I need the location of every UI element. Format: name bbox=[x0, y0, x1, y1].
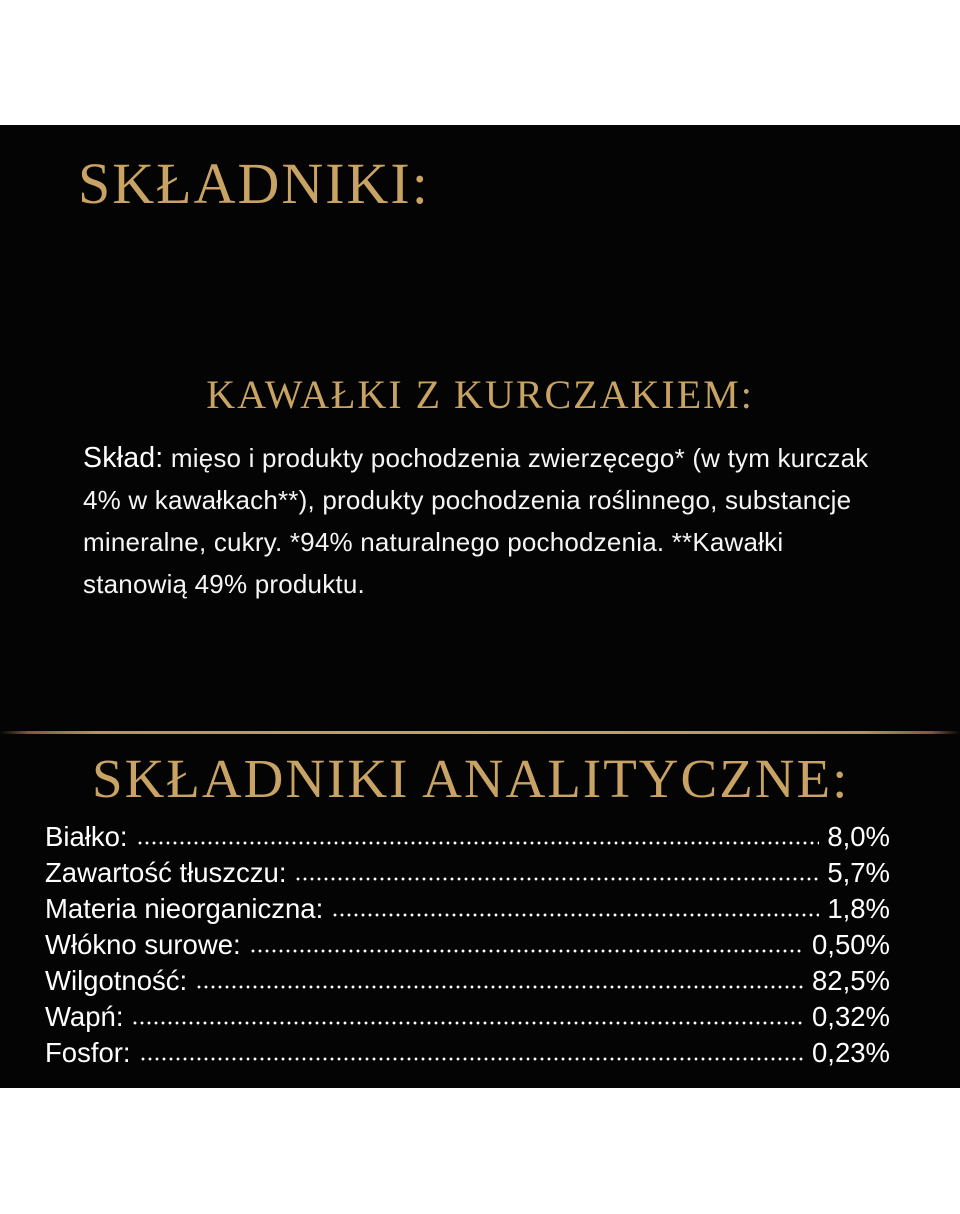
ingredients-heading: SKŁADNIKI: bbox=[78, 151, 430, 216]
variant-heading: KAWAŁKI Z KURCZAKIEM: bbox=[206, 372, 754, 417]
row-value: 5,7% bbox=[827, 857, 890, 888]
row-label: Fosfor: bbox=[45, 1037, 131, 1068]
analytical-table bbox=[45, 818, 890, 1070]
analytical-row-wlokno bbox=[45, 926, 890, 962]
dot-leader bbox=[197, 985, 804, 989]
composition-text: mięso i produkty pochodzenia zwierzęcego* (w tym kurczak 4% w kawałkach**), produkty pochodzenia roślinnego, substancje mineralne, cukry. *94% naturalnego pochodzenia. **Kawałki stanowią 49% produktu. bbox=[83, 443, 869, 599]
row-value: 0,32% bbox=[812, 1001, 890, 1032]
row-label: Włókno surowe: bbox=[45, 929, 241, 960]
analytical-row-fosfor bbox=[45, 1034, 890, 1070]
gold-divider-line bbox=[0, 731, 960, 734]
analytical-heading: SKŁADNIKI ANALITYCZNE: bbox=[92, 748, 850, 809]
row-value: 0,23% bbox=[812, 1037, 890, 1068]
row-label: Wapń: bbox=[45, 1001, 124, 1032]
row-label: Zawartość tłuszczu: bbox=[45, 857, 287, 888]
row-value: 1,8% bbox=[827, 893, 890, 924]
row-value: 82,5% bbox=[812, 965, 890, 996]
analytical-row-tluszcz bbox=[45, 854, 890, 890]
analytical-row-wilgotnosc bbox=[45, 962, 890, 998]
composition-lead-label: Skład: bbox=[83, 442, 164, 474]
row-value: 0,50% bbox=[812, 929, 890, 960]
analytical-row-wapn bbox=[45, 998, 890, 1034]
row-value: 8,0% bbox=[827, 821, 890, 852]
dot-leader bbox=[133, 1021, 804, 1025]
dot-leader bbox=[333, 913, 819, 917]
dot-leader bbox=[138, 841, 820, 845]
row-label: Wilgotność: bbox=[45, 965, 188, 996]
ingredients-label-panel bbox=[0, 125, 960, 1088]
composition-paragraph bbox=[83, 437, 891, 605]
analytical-row-bialko bbox=[45, 818, 890, 854]
dot-leader bbox=[141, 1057, 804, 1061]
dot-leader bbox=[251, 949, 804, 953]
analytical-row-materia bbox=[45, 890, 890, 926]
row-label: Białko: bbox=[45, 821, 128, 852]
dot-leader bbox=[296, 877, 819, 881]
row-label: Materia nieorganiczna: bbox=[45, 893, 324, 924]
